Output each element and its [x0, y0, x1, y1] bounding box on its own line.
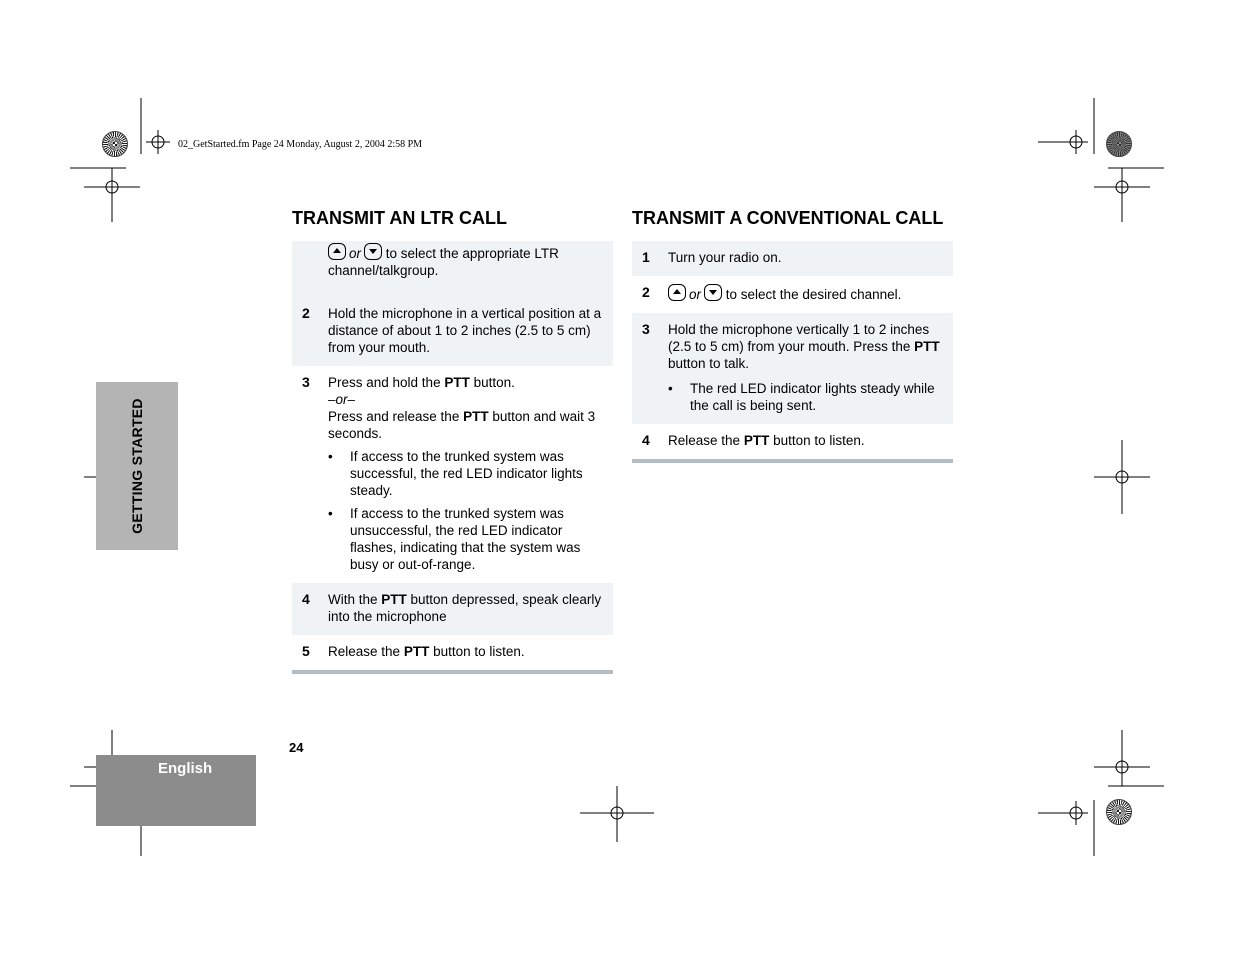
down-arrow-key-icon [364, 243, 382, 260]
language-tab-label: English [158, 760, 213, 777]
registration-target-icon [1106, 799, 1132, 825]
ltr-call-section [292, 208, 613, 674]
section-side-tab [96, 382, 178, 550]
conv-step-3: 3 Hold the microphone vertically 1 to 2 inches (2.5 to 5 cm) from your mouth. Press the PTT button to talk. • The red LED indicator lights steady while the call is being sent. [632, 313, 953, 424]
ltr-step-4: 4 With the PTT button depressed, speak clearly into the microphone [292, 583, 613, 635]
list-item: • The red LED indicator lights steady while the call is being sent. [668, 381, 935, 413]
file-header-line: 02_GetStarted.fm Page 24 Monday, August 2, 2004 2:58 PM [178, 139, 423, 150]
conv-step-4: 4 Release the PTT button to listen. [642, 432, 865, 448]
registration-target-icon [102, 131, 128, 157]
up-arrow-key-icon [328, 243, 346, 260]
conv-step-2: 2 or to select the desired channel. [642, 284, 902, 302]
ltr-step-3: 3 Press and hold the PTT button. –or– Press and release the PTT button and wait 3 seconds. • If access to the trunked system was successful, the red LED indicator lights steady. • If access to the trunked system was unsuccessful, the red LED indicator flashes, indicating that the system was busy or out-of-range. [292, 366, 613, 583]
ltr-step-5: 5 Release the PTT button to listen. [302, 643, 525, 659]
list-item: • If access to the trunked system was successful, the red LED indicator lights steady. [328, 449, 583, 498]
registration-target-icon [1106, 131, 1132, 157]
side-tab-label: GETTING STARTED [129, 398, 145, 534]
ltr-section-title: TRANSMIT AN LTR CALL [292, 208, 507, 228]
list-item: • If access to the trunked system was unsuccessful, the red LED indicator flashes, indicating that the system was busy or out-of-range. [328, 506, 581, 572]
conv-steps [632, 241, 953, 463]
conv-step-1: 1 Turn your radio on. [632, 241, 953, 276]
conv-section-title: TRANSMIT A CONVENTIONAL CALL [632, 208, 944, 228]
up-arrow-key-icon [668, 284, 686, 301]
ltr-step-2: 2 Hold the microphone in a vertical position at a distance of about 1 to 2 inches (2.5 to 5 cm) from your mouth. [292, 305, 613, 366]
language-tab [96, 755, 256, 826]
ltr-step-1: or to select the appropriate LTR channel/talkgroup. [292, 241, 613, 305]
ltr-steps [292, 241, 613, 674]
down-arrow-key-icon [704, 284, 722, 301]
page-number: 24 [289, 740, 304, 755]
conventional-call-section [632, 208, 953, 463]
